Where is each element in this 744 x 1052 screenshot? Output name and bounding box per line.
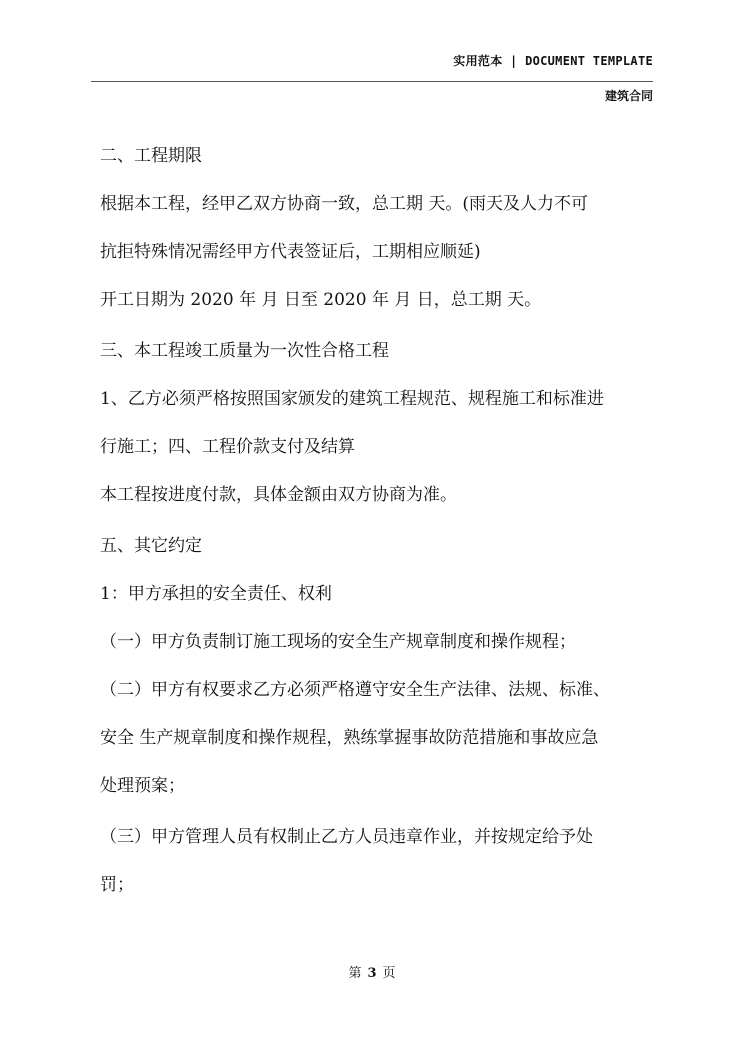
header-subtitle: 建筑合同 (604, 89, 653, 103)
paragraph-line: 本工程按进度付款，具体金额由双方协商为准。 (100, 485, 457, 505)
section-heading: 五、其它约定 (100, 536, 202, 556)
paragraph-line: 罚； (100, 875, 134, 895)
paragraph-line: 1、乙方必须严格按照国家颁发的建筑工程规范、规程施工和标准进 (100, 389, 604, 409)
paragraph-line: （二）甲方有权要求乙方必须严格遵守安全生产法律、法规、标准、 (100, 680, 610, 700)
footer-suffix: 页 (382, 966, 396, 981)
paragraph-line: 处理预案； (100, 776, 185, 796)
paragraph-line: 开工日期为 2020 年 月 日至 2020 年 月 日，总工期 天。 (100, 290, 542, 310)
page-number: 3 (367, 966, 377, 981)
section-heading: 三、本工程竣工质量为一次性合格工程 (100, 341, 389, 361)
footer-prefix: 第 (348, 966, 362, 981)
paragraph-line: 抗拒特殊情况需经甲方代表签证后，工期相应顺延) (100, 242, 481, 262)
paragraph-line: 根据本工程，经甲乙双方协商一致，总工期 天。(雨天及人力不可 (100, 194, 589, 214)
paragraph-line: （一）甲方负责制订施工现场的安全生产规章制度和操作规程； (100, 632, 576, 652)
header-divider (91, 81, 653, 82)
paragraph-line: 行施工；四、工程价款支付及结算 (100, 437, 355, 457)
paragraph-line: （三）甲方管理人员有权制止乙方人员违章作业，并按规定给予处 (100, 827, 593, 847)
page-footer (0, 962, 744, 981)
paragraph-line: 1：甲方承担的安全责任、权利 (100, 584, 332, 604)
header-title: 实用范本 | DOCUMENT TEMPLATE (453, 54, 653, 68)
section-heading: 二、工程期限 (100, 146, 202, 166)
paragraph-line: 安全 生产规章制度和操作规程，熟练掌握事故防范措施和事故应急 (100, 728, 599, 748)
